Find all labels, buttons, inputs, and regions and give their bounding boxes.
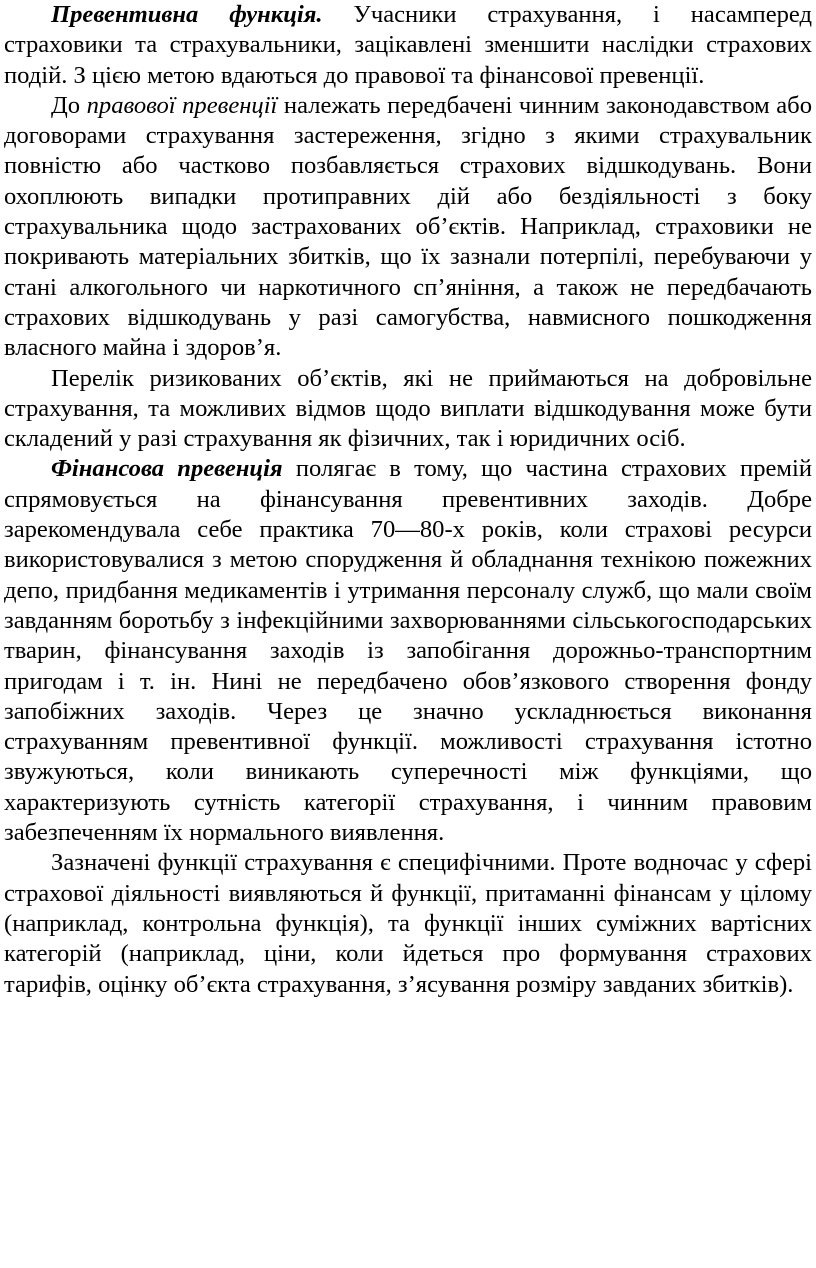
paragraph-preventive-function bbox=[4, 0, 812, 91]
paragraph-text: Учасники страхування, і насамперед страховики та страхувальники, зацікавлені зменшити наслідки страхових подій. З цією метою вдаються до правової та фінансової превенції. bbox=[4, 1, 813, 89]
term-preventive-function: Превентивна функція. bbox=[51, 1, 323, 28]
paragraph-text-after: належать передбачені чинним законодавством або договорами страхування застереження, згідно з якими страхувальник повністю або частково позбавляється страхових відшкодувань. Вони охоплюють випадки протиправних дій або бездіяльності з боку страхувальника щодо застрахованих об’єктів. Наприклад, страховики не покривають матеріальних збитків, що їх зазнали потерпілі, перебуваючи у стані алкогольного чи наркотичного сп’яніння, а також не передбачають страхових відшкодувань у разі самогубства, навмисного пошкодження власного майна і здоров’я. bbox=[4, 91, 812, 362]
paragraph-text: полягає в тому, що частина страхових премій спрямовується на фінансування превентивних заходів. Добре зарекомендувала себе практика 70—80-х років, коли страхові ресурси використовувалися з метою спорудження й обладнання технікою пожежних депо, придбання медикаментів і утримання персоналу служб, що мали своїм завданням боротьбу з інфекційними захворюваннями сільськогосподарських тварин, фінансування заходів із запобігання дорожньо-транспортним пригодам і т. ін. Нині не передбачено обов’язкового створення фонду запобіжних заходів. Через це значно ускладнюється виконання страхуванням превентивної функції. можливості страхування істотно звужуються, коли виникають суперечності між функціями, що характеризують сутність категорії страхування, і чинним правовим забезпеченням їх нормального виявлення. bbox=[4, 455, 812, 847]
paragraph-financial-prevention bbox=[4, 454, 812, 848]
term-financial-prevention: Фінансова превенція bbox=[51, 455, 283, 483]
paragraph-risk-objects bbox=[4, 364, 812, 455]
paragraph-specific-functions bbox=[4, 848, 812, 999]
paragraph-text: Зазначені функції страхування є специфічними. Проте водночас у сфері страхової діяльності виявляються й функції, притаманні фінансам у цілому (наприклад, контрольна функція), та функції інших суміжних вартісних категорій (наприклад, ціни, коли йдеться про формування страхових тарифів, оцінку об’єкта страхування, з’ясування розміру завданих збитків). bbox=[4, 849, 812, 998]
paragraph-text-before: До bbox=[51, 91, 87, 119]
paragraph-legal-prevention bbox=[4, 91, 812, 364]
document-body bbox=[4, 0, 812, 1000]
paragraph-text: Перелік ризикованих об’єктів, які не приймаються на добровільне страхування, та можливих відмов щодо виплати відшкодування може бути складений у разі страхування як фізичних, так і юридичних осіб. bbox=[4, 364, 812, 453]
term-legal-prevention: правової превенції bbox=[86, 91, 278, 119]
